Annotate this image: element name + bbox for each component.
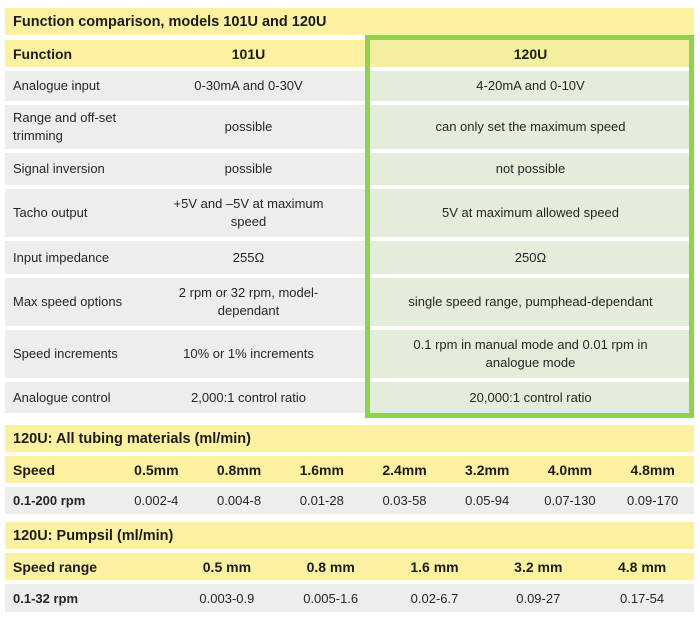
tubing-value-cell: 0.05-94: [446, 487, 529, 514]
pumpsil-speed-header: Speed range: [5, 553, 175, 580]
function-cell: Tacho output: [5, 189, 130, 237]
model-101u-cell: possible: [130, 105, 367, 149]
comparison-title: Function comparison, models 101U and 120U: [5, 8, 694, 35]
tubing-value-cell: 0.07-130: [529, 487, 612, 514]
model-101u-cell: 255Ω: [130, 241, 367, 274]
pumpsil-col-header: 1.6 mm: [383, 553, 487, 580]
comparison-table: [5, 40, 694, 413]
tubing-col-header: 0.8mm: [198, 456, 281, 483]
pumpsil-value-cell: 0.005-1.6: [279, 584, 383, 612]
tubing-col-header: 4.8mm: [611, 456, 694, 483]
tubing-col-header: 4.0mm: [529, 456, 612, 483]
model-120u-cell: single speed range, pumphead-dependant: [367, 278, 694, 326]
tubing-col-header: 3.2mm: [446, 456, 529, 483]
function-header: Function: [5, 40, 130, 67]
tubing-value-cell: 0.09-170: [611, 487, 694, 514]
pumpsil-speed-cell: 0.1-32 rpm: [5, 584, 175, 612]
function-cell: Analogue control: [5, 382, 130, 413]
function-cell: Range and off-set trimming: [5, 105, 130, 149]
model-101u-cell: possible: [130, 153, 367, 185]
tubing-table: [5, 456, 694, 514]
comparison-grid: [5, 40, 694, 413]
tubing-value-cell: 0.002-4: [115, 487, 198, 514]
pumpsil-col-header: 4.8 mm: [590, 553, 694, 580]
model-101u-cell: 2,000:1 control ratio: [130, 382, 367, 413]
pumpsil-table: [5, 553, 694, 612]
tubing-col-header: 0.5mm: [115, 456, 198, 483]
pumpsil-col-header: 0.8 mm: [279, 553, 383, 580]
model-120u-header: 120U: [367, 40, 694, 67]
function-cell: Analogue input: [5, 71, 130, 101]
model-120u-cell: not possible: [367, 153, 694, 185]
tubing-col-header: 2.4mm: [363, 456, 446, 483]
model-101u-cell: +5V and –5V at maximum speed: [130, 189, 367, 237]
function-cell: Signal inversion: [5, 153, 130, 185]
function-cell: Speed increments: [5, 330, 130, 378]
pumpsil-value-cell: 0.17-54: [590, 584, 694, 612]
model-120u-cell: 250Ω: [367, 241, 694, 274]
tubing-speed-cell: 0.1-200 rpm: [5, 487, 115, 514]
model-120u-cell: 4-20mA and 0-10V: [367, 71, 694, 101]
pumpsil-col-header: 3.2 mm: [486, 553, 590, 580]
model-101u-cell: 2 rpm or 32 rpm, model-dependant: [130, 278, 367, 326]
model-101u-header: 101U: [130, 40, 367, 67]
tubing-speed-header: Speed: [5, 456, 115, 483]
model-120u-cell: 0.1 rpm in manual mode and 0.01 rpm in analogue mode: [367, 330, 694, 378]
tubing-value-cell: 0.03-58: [363, 487, 446, 514]
pumpsil-title: 120U: Pumpsil (ml/min): [5, 522, 694, 549]
model-120u-cell: 5V at maximum allowed speed: [367, 189, 694, 237]
model-120u-cell: 20,000:1 control ratio: [367, 382, 694, 413]
model-120u-cell: can only set the maximum speed: [367, 105, 694, 149]
tubing-title: 120U: All tubing materials (ml/min): [5, 425, 694, 452]
tubing-value-cell: 0.01-28: [280, 487, 363, 514]
function-cell: Input impedance: [5, 241, 130, 274]
model-101u-cell: 0-30mA and 0-30V: [130, 71, 367, 101]
model-101u-cell: 10% or 1% increments: [130, 330, 367, 378]
pumpsil-value-cell: 0.003-0.9: [175, 584, 279, 612]
pumpsil-col-header: 0.5 mm: [175, 553, 279, 580]
pumpsil-value-cell: 0.09-27: [486, 584, 590, 612]
tubing-col-header: 1.6mm: [280, 456, 363, 483]
pumpsil-value-cell: 0.02-6.7: [383, 584, 487, 612]
tubing-value-cell: 0.004-8: [198, 487, 281, 514]
function-cell: Max speed options: [5, 278, 130, 326]
